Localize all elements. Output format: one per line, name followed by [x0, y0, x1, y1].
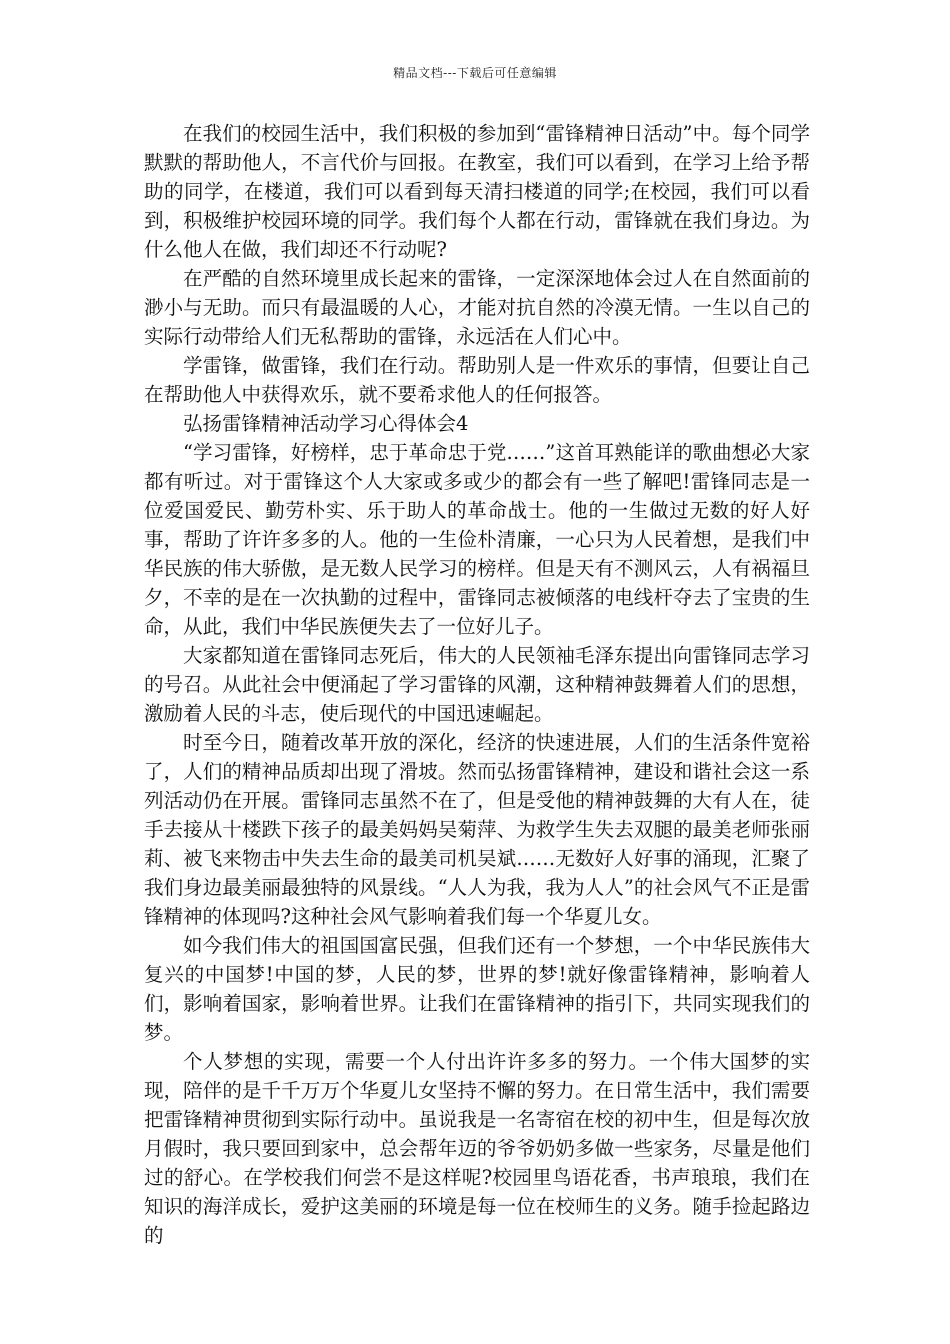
- paragraph: 个人梦想的实现，需要一个人付出许许多多的努力。一个伟大国梦的实现，陪伴的是千千万万个华夏儿女坚持不懈的努力。在日常生活中，我们需要把雷锋精神贯彻到实际行动中。虽说我是一名寄宿在校的初中生，但是每次放月假时，我只要回到家中，总会帮年迈的爷爷奶奶多做一些家务，尽量是他们过的舒心。在学校我们何尝不是这样呢?校园里鸟语花香，书声琅琅，我们在知识的海洋成长，爱护这美丽的环境是每一位在校师生的义务。随手捡起路边的: [144, 1050, 810, 1247]
- section-heading: 弘扬雷锋精神活动学习心得体会4: [183, 412, 469, 435]
- paragraph: 大家都知道在雷锋同志死后，伟大的人民领袖毛泽东提出向雷锋同志学习的号召。从此社会中便涌起了学习雷锋的风潮，这种精神鼓舞着人们的思想，激励着人民的斗志，使后现代的中国迅速崛起。: [144, 644, 810, 725]
- paragraph: 时至今日，随着改革开放的深化，经济的快速进展，人们的生活条件宽裕了，人们的精神品质却出现了滑坡。然而弘扬雷锋精神，建设和谐社会这一系列活动仍在开展。雷锋同志虽然不在了，但是受他的精神鼓舞的大有人在，徒手去接从十楼跌下孩子的最美妈妈吴菊萍、为救学生失去双腿的最美老师张丽莉、被飞来物击中失去生命的最美司机吴斌……无数好人好事的涌现，汇聚了我们身边最美丽最独特的风景线。“人人为我，我为人人”的社会风气不正是雷锋精神的体现吗?这种社会风气影响着我们每一个华夏儿女。: [144, 731, 810, 928]
- paragraph: 在我们的校园生活中，我们积极的参加到“雷锋精神日活动”中。每个同学默默的帮助他人，不言代价与回报。在教室，我们可以看到，在学习上给予帮助的同学，在楼道，我们可以看到每天清扫楼道的同学;在校园，我们可以看到，积极维护校园环境的同学。我们每个人都在行动，雷锋就在我们身边。为什么他人在做，我们却还不行动呢?: [144, 122, 810, 261]
- paragraph: 在严酷的自然环境里成长起来的雷锋，一定深深地体会过人在自然面前的渺小与无助。而只有最温暖的人心，才能对抗自然的冷漠无情。一生以自己的实际行动带给人们无私帮助的雷锋，永远活在人们心中。: [144, 267, 810, 348]
- page-header: 精品文档---下载后可任意编辑: [393, 66, 557, 80]
- document-body: [144, 119, 810, 1250]
- paragraph: 学雷锋，做雷锋，我们在行动。帮助别人是一件欢乐的事情，但要让自己在帮助他人中获得欢乐，就不要希求他人的任何报答。: [144, 354, 810, 406]
- paragraph: “学习雷锋，好榜样，忠于革命忠于党……”这首耳熟能详的歌曲想必大家都有听过。对于雷锋这个人大家或多或少的都会有一些了解吧!雷锋同志是一位爱国爱民、勤劳朴实、乐于助人的革命战士。他的一生做过无数的好人好事，帮助了许许多多的人。他的一生俭朴清廉，一心只为人民着想，是我们中华民族的伟大骄傲，是无数人民学习的榜样。但是天有不测风云，人有祸福旦夕，不幸的是在一次执勤的过程中，雷锋同志被倾落的电线杆夺去了宝贵的生命，从此，我们中华民族便失去了一位好儿子。: [144, 441, 810, 638]
- paragraph: 如今我们伟大的祖国国富民强，但我们还有一个梦想，一个中华民族伟大复兴的中国梦!中国的梦，人民的梦，世界的梦!就好像雷锋精神，影响着人们，影响着国家，影响着世界。让我们在雷锋精神的指引下，共同实现我们的梦。: [144, 934, 810, 1044]
